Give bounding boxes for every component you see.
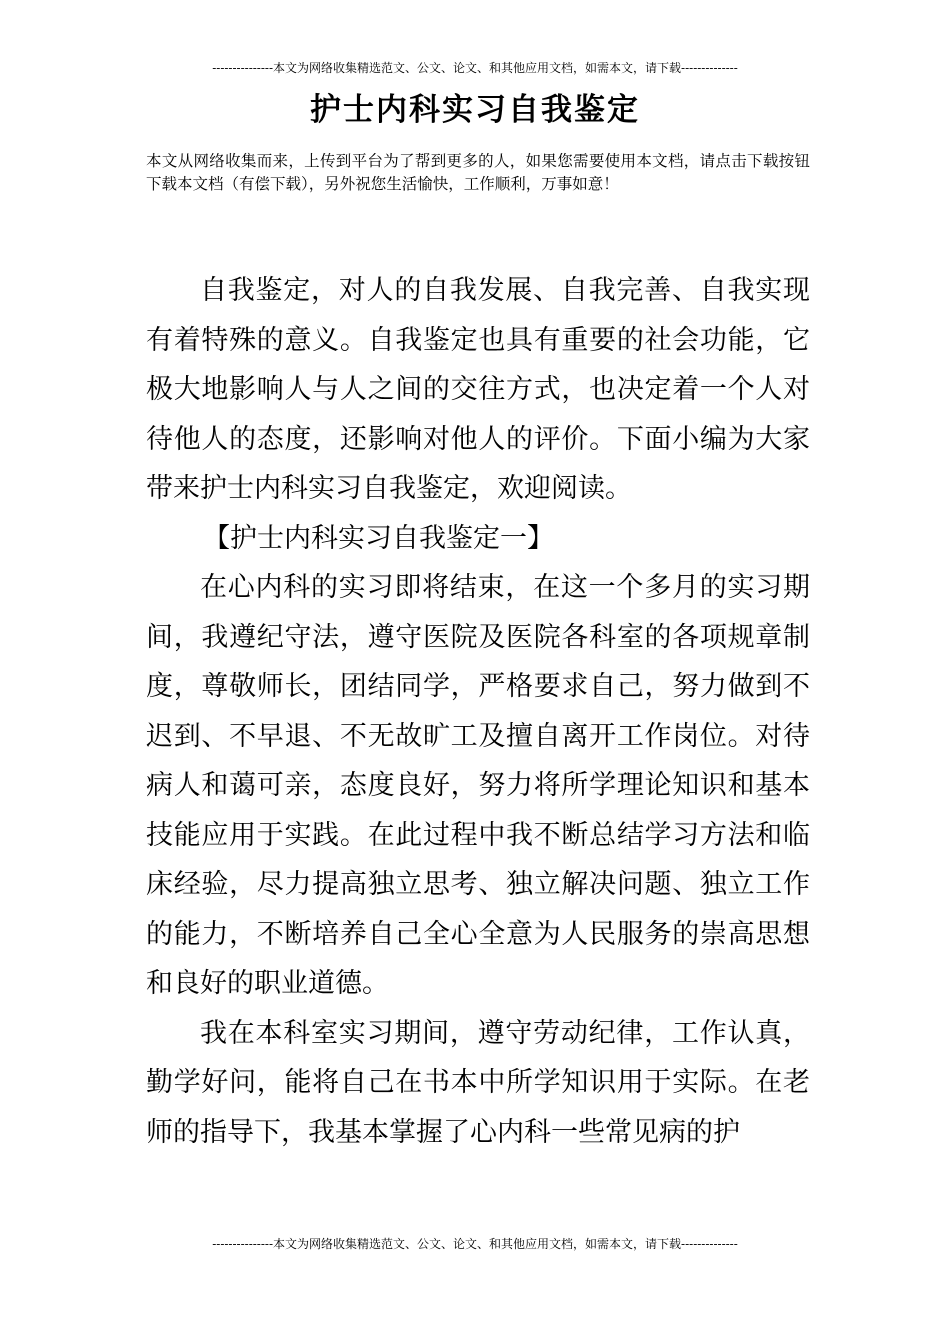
body-paragraph: 我在本科室实习期间，遵守劳动纪律，工作认真，勤学好问，能将自己在书本中所学知识用于实际。在老师的指导下，我基本掌握了心内科一些常见病的护 <box>146 1017 810 1148</box>
body-paragraph: 在心内科的实习即将结束，在这一个多月的实习期间，我遵纪守法，遵守医院及医院各科室的各项规章制度，尊敬师长，团结同学，严格要求自己，努力做到不迟到、不早退、不无故旷工及擅自离开工作岗位。对待病人和蔼可亲，态度良好，努力将所学理论知识和基本技能应用于实践。在此过程中我不断总结学习方法和临床经验，尽力提高独立思考、独立解决问题、独立工作的能力，不断培养自己全心全意为人民服务的崇高思想和良好的职业道德。 <box>146 572 810 999</box>
section-heading: 【护士内科实习自我鉴定一】 <box>203 522 554 554</box>
running-footer: ---------------本文为网络收集精选范文、公文、论文、和其他应用文档，如需本文，请下载-------------- <box>212 1237 738 1251</box>
body-paragraph-intro: 自我鉴定，对人的自我发展、自我完善、自我实现有着特殊的意义。自我鉴定也具有重要的社会功能，它极大地影响人与人之间的交往方式，也决定着一个人对待他人的态度，还影响对他人的评价。下面小编为大家带来护士内科实习自我鉴定，欢迎阅读。 <box>146 275 810 504</box>
document-title: 护士内科实习自我鉴定 <box>310 92 640 128</box>
document-body <box>146 266 810 1157</box>
running-header: ---------------本文为网络收集精选范文、公文、论文、和其他应用文档，如需本文，请下载-------------- <box>212 61 738 75</box>
download-notice: 本文从网络收集而来，上传到平台为了帮到更多的人，如果您需要使用本文档，请点击下载按钮下载本文档（有偿下载），另外祝您生活愉快，工作顺利，万事如意！ <box>146 152 810 193</box>
